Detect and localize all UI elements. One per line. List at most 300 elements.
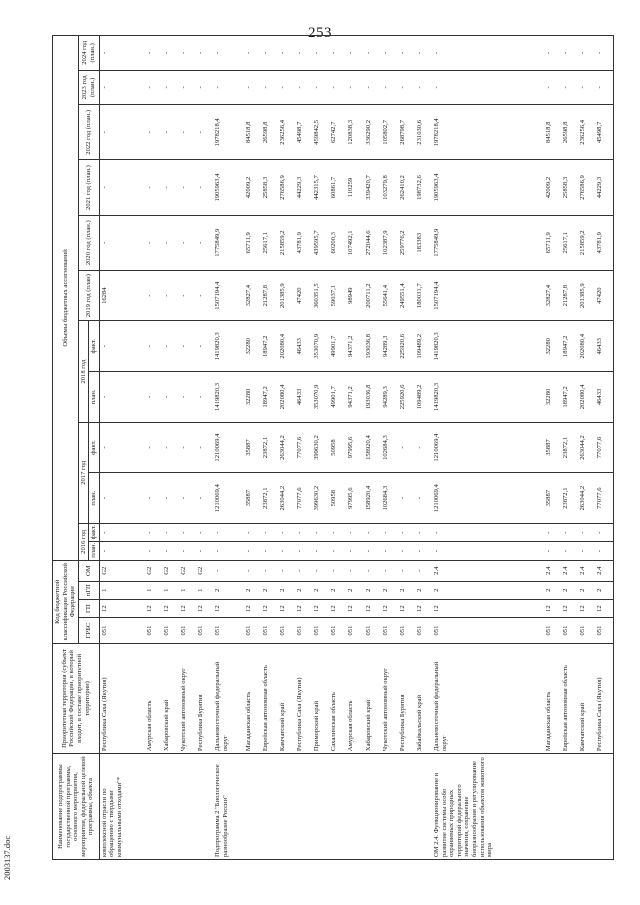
cell-f16: - bbox=[329, 523, 346, 541]
cell-p17: 77077,6 bbox=[295, 473, 312, 524]
cell-pgp: 2 bbox=[561, 581, 578, 599]
cell-v20: - bbox=[196, 215, 213, 270]
cell-territory: Дальневосточный федеральный округ bbox=[432, 643, 544, 753]
cell-v24: - bbox=[213, 36, 244, 71]
cell-v19: 201385,9 bbox=[578, 270, 595, 321]
cell-f17: 158920,4 bbox=[364, 422, 381, 473]
cell-om: 2.4 bbox=[561, 560, 578, 581]
cell-p18: - bbox=[99, 372, 144, 423]
cell-name bbox=[398, 754, 415, 860]
cell-p17: 263044,2 bbox=[578, 473, 595, 524]
header-2018-plan: план. bbox=[89, 372, 100, 423]
cell-v23: - bbox=[544, 70, 561, 105]
cell-gp: 12 bbox=[278, 599, 295, 617]
header-2024: 2024 год (план.) bbox=[78, 36, 99, 71]
cell-f16: - bbox=[162, 523, 179, 541]
cell-grbs: 051 bbox=[381, 618, 398, 643]
cell-v21: 42009,2 bbox=[244, 160, 261, 215]
cell-f18: 202080,4 bbox=[578, 321, 595, 372]
cell-f17: 35887 bbox=[544, 422, 561, 473]
cell-v23: - bbox=[312, 70, 329, 105]
table-row bbox=[578, 36, 595, 860]
cell-pgp: 2 bbox=[595, 581, 613, 599]
table-row bbox=[244, 36, 261, 860]
cell-v20: 107492,1 bbox=[346, 215, 363, 270]
cell-p18: 32280 bbox=[244, 372, 261, 423]
cell-v20: 259776,2 bbox=[398, 215, 415, 270]
cell-v24: - bbox=[329, 36, 346, 71]
cell-pgp: 2 bbox=[312, 581, 329, 599]
cell-grbs: 051 bbox=[364, 618, 381, 643]
cell-p17: - bbox=[179, 473, 196, 524]
cell-v21: 262410,2 bbox=[398, 160, 415, 215]
cell-f16: - bbox=[295, 523, 312, 541]
cell-gp: 12 bbox=[398, 599, 415, 617]
cell-f18: 109489,2 bbox=[415, 321, 432, 372]
cell-name bbox=[179, 754, 196, 860]
cell-f16: - bbox=[278, 523, 295, 541]
header-2016: 2016 год bbox=[78, 523, 89, 560]
cell-v19: 47420 bbox=[595, 270, 613, 321]
header-territory: Приоритетная территория (субъект Российской Федерации, в который входит, в составе приоритетной территории) bbox=[53, 643, 100, 753]
table-row bbox=[196, 36, 213, 860]
cell-p16: - bbox=[99, 542, 144, 560]
cell-v23: - bbox=[278, 70, 295, 105]
cell-f18: - bbox=[196, 321, 213, 372]
cell-f18: - bbox=[162, 321, 179, 372]
header-2017-plan: план. bbox=[89, 473, 100, 524]
cell-p18: 1419820,3 bbox=[213, 372, 244, 423]
cell-v19: - bbox=[145, 270, 162, 321]
cell-v19: 55641,4 bbox=[381, 270, 398, 321]
cell-f18: 18947,2 bbox=[561, 321, 578, 372]
cell-f16: - bbox=[415, 523, 432, 541]
cell-v23: - bbox=[261, 70, 278, 105]
cell-gp: 12 bbox=[196, 599, 213, 617]
cell-pgp: 1 bbox=[162, 581, 179, 599]
cell-v24: - bbox=[595, 36, 613, 71]
table-row bbox=[364, 36, 381, 860]
cell-gp: 12 bbox=[213, 599, 244, 617]
cell-v21: 60861,7 bbox=[329, 160, 346, 215]
cell-territory: Республика Бурятия bbox=[196, 643, 213, 753]
cell-p18: 18947,2 bbox=[261, 372, 278, 423]
cell-grbs: 051 bbox=[99, 618, 144, 643]
cell-v21: 103279,8 bbox=[381, 160, 398, 215]
cell-pgp: 2 bbox=[213, 581, 244, 599]
cell-v24: - bbox=[179, 36, 196, 71]
cell-v21: 276586,9 bbox=[278, 160, 295, 215]
table-row bbox=[213, 36, 244, 860]
cell-om: - bbox=[278, 560, 295, 581]
cell-v19: 16284 bbox=[99, 270, 144, 321]
cell-v24: - bbox=[364, 36, 381, 71]
cell-name bbox=[595, 754, 613, 860]
cell-name bbox=[415, 754, 432, 860]
cell-f18: 225920,6 bbox=[398, 321, 415, 372]
cell-v22: 26598,8 bbox=[561, 105, 578, 160]
header-2023: 2023 год (план.) bbox=[78, 70, 99, 105]
cell-pgp: 1 bbox=[179, 581, 196, 599]
cell-v22: 336290,2 bbox=[364, 105, 381, 160]
cell-grbs: 051 bbox=[295, 618, 312, 643]
cell-v22: 1978218,4 bbox=[213, 105, 244, 160]
cell-grbs: 051 bbox=[346, 618, 363, 643]
cell-v23: - bbox=[162, 70, 179, 105]
cell-v23: - bbox=[295, 70, 312, 105]
cell-p16: - bbox=[364, 542, 381, 560]
table-row bbox=[261, 36, 278, 860]
cell-grbs: 051 bbox=[578, 618, 595, 643]
cell-om: - bbox=[244, 560, 261, 581]
cell-f16: - bbox=[99, 523, 144, 541]
cell-om: - bbox=[364, 560, 381, 581]
cell-f17: - bbox=[196, 422, 213, 473]
cell-pgp: 2 bbox=[346, 581, 363, 599]
cell-om: 2.4 bbox=[432, 560, 544, 581]
cell-om: - bbox=[295, 560, 312, 581]
cell-f16: - bbox=[346, 523, 363, 541]
cell-f16: - bbox=[213, 523, 244, 541]
cell-p18: 94371,2 bbox=[346, 372, 363, 423]
cell-p18: 225920,6 bbox=[398, 372, 415, 423]
cell-territory: Республика Саха (Якутия) bbox=[595, 643, 613, 753]
cell-v20: - bbox=[145, 215, 162, 270]
cell-territory: Чукотский автономный округ bbox=[179, 643, 196, 753]
cell-p18: 46433 bbox=[295, 372, 312, 423]
cell-territory: Хабаровский край bbox=[162, 643, 179, 753]
cell-v24: - bbox=[244, 36, 261, 71]
cell-v24: - bbox=[381, 36, 398, 71]
cell-v19: 201385,9 bbox=[278, 270, 295, 321]
cell-om: - bbox=[329, 560, 346, 581]
cell-v23: - bbox=[364, 70, 381, 105]
cell-v19: 32827,4 bbox=[544, 270, 561, 321]
cell-territory: Сахалинская область bbox=[329, 643, 346, 753]
cell-v22: 26598,8 bbox=[261, 105, 278, 160]
cell-f16: - bbox=[364, 523, 381, 541]
cell-pgp: 1 bbox=[196, 581, 213, 599]
cell-f18: 193036,8 bbox=[364, 321, 381, 372]
header-grbs: ГРБС bbox=[78, 618, 99, 643]
table-row bbox=[99, 36, 144, 860]
cell-v21: - bbox=[99, 160, 144, 215]
cell-v20: 25617,1 bbox=[561, 215, 578, 270]
cell-name: Подпрограмма 2 "Биологическое разнообразие России" bbox=[213, 754, 244, 860]
cell-f18: - bbox=[179, 321, 196, 372]
cell-grbs: 051 bbox=[561, 618, 578, 643]
cell-v21: 442315,7 bbox=[312, 160, 329, 215]
cell-om: - bbox=[312, 560, 329, 581]
document-filename: 2003137.doc bbox=[2, 835, 12, 880]
cell-v22: 45498,7 bbox=[295, 105, 312, 160]
cell-v21: 44229,3 bbox=[595, 160, 613, 215]
cell-v19: 1507194,4 bbox=[213, 270, 244, 321]
cell-f18: 18947,2 bbox=[261, 321, 278, 372]
cell-v21: 25858,3 bbox=[261, 160, 278, 215]
cell-f18: 202080,4 bbox=[278, 321, 295, 372]
table-row bbox=[179, 36, 196, 860]
cell-p16: - bbox=[381, 542, 398, 560]
cell-grbs: 051 bbox=[179, 618, 196, 643]
cell-gp: 12 bbox=[244, 599, 261, 617]
cell-p16: - bbox=[561, 542, 578, 560]
cell-p18: - bbox=[145, 372, 162, 423]
header-2016-fact: факт. bbox=[89, 523, 100, 541]
cell-p18: 49901,7 bbox=[329, 372, 346, 423]
cell-p17: 35887 bbox=[544, 473, 561, 524]
cell-p16: - bbox=[145, 542, 162, 560]
cell-v22: 236256,4 bbox=[578, 105, 595, 160]
cell-v21: - bbox=[145, 160, 162, 215]
cell-f18: 353070,9 bbox=[312, 321, 329, 372]
cell-name bbox=[346, 754, 363, 860]
cell-p16: - bbox=[346, 542, 363, 560]
cell-v23: - bbox=[415, 70, 432, 105]
cell-v23: - bbox=[99, 70, 144, 105]
cell-f17: 23872,1 bbox=[261, 422, 278, 473]
cell-grbs: 051 bbox=[278, 618, 295, 643]
cell-p17: - bbox=[145, 473, 162, 524]
cell-om: - bbox=[213, 560, 244, 581]
cell-p16: - bbox=[179, 542, 196, 560]
cell-p16: - bbox=[213, 542, 244, 560]
cell-v21: 1905963,4 bbox=[213, 160, 244, 215]
cell-om: - bbox=[398, 560, 415, 581]
cell-v22: 84518,8 bbox=[244, 105, 261, 160]
cell-territory: Чукотский автономный округ bbox=[381, 643, 398, 753]
cell-pgp: 1 bbox=[99, 581, 144, 599]
cell-v21: 1905963,4 bbox=[432, 160, 544, 215]
cell-p16: - bbox=[398, 542, 415, 560]
page-number: 253 bbox=[308, 25, 332, 41]
cell-om: - bbox=[261, 560, 278, 581]
header-volumes-group: Объемы бюджетных ассигнований bbox=[53, 36, 79, 561]
cell-v24: - bbox=[561, 36, 578, 71]
cell-gp: 12 bbox=[99, 599, 144, 617]
cell-v19: 98949 bbox=[346, 270, 363, 321]
cell-f17: 97995,6 bbox=[346, 422, 363, 473]
cell-f16: - bbox=[432, 523, 544, 541]
cell-v19: - bbox=[179, 270, 196, 321]
cell-v23: - bbox=[179, 70, 196, 105]
cell-f17: 77077,6 bbox=[595, 422, 613, 473]
cell-p18: 18947,2 bbox=[561, 372, 578, 423]
cell-p16: - bbox=[415, 542, 432, 560]
header-pgp: пГП bbox=[78, 581, 99, 599]
cell-v24: - bbox=[278, 36, 295, 71]
cell-gp: 12 bbox=[329, 599, 346, 617]
cell-grbs: 051 bbox=[398, 618, 415, 643]
cell-v24: - bbox=[145, 36, 162, 71]
cell-om: 2.4 bbox=[544, 560, 561, 581]
cell-v19: 47420 bbox=[295, 270, 312, 321]
cell-v23: - bbox=[213, 70, 244, 105]
table-row bbox=[295, 36, 312, 860]
cell-v24: - bbox=[261, 36, 278, 71]
cell-p17: 50958 bbox=[329, 473, 346, 524]
cell-p16: - bbox=[261, 542, 278, 560]
cell-v20: 1775849,9 bbox=[213, 215, 244, 270]
cell-v20: 43781,9 bbox=[295, 215, 312, 270]
cell-p17: - bbox=[162, 473, 179, 524]
cell-v24: - bbox=[312, 36, 329, 71]
cell-name: ОМ 2.4. Функционирование и развитие системы особо охраняемых природных территорий федерального значения, сохранение биоразнообразия и регулирование использования объектов животного мира bbox=[432, 754, 544, 860]
cell-f18: 94371,2 bbox=[346, 321, 363, 372]
cell-grbs: 051 bbox=[244, 618, 261, 643]
cell-v24: - bbox=[398, 36, 415, 71]
cell-grbs: 051 bbox=[312, 618, 329, 643]
cell-v20: - bbox=[162, 215, 179, 270]
cell-p17: 399630,2 bbox=[312, 473, 329, 524]
header-2021: 2021 год (план.) bbox=[78, 160, 99, 215]
cell-f16: - bbox=[398, 523, 415, 541]
cell-grbs: 051 bbox=[415, 618, 432, 643]
cell-grbs: 051 bbox=[213, 618, 244, 643]
cell-gp: 12 bbox=[432, 599, 544, 617]
cell-p18: - bbox=[196, 372, 213, 423]
cell-p16: - bbox=[544, 542, 561, 560]
cell-v19: 180031,7 bbox=[415, 270, 432, 321]
cell-v23: - bbox=[196, 70, 213, 105]
cell-pgp: 2 bbox=[244, 581, 261, 599]
cell-f17: 77077,6 bbox=[295, 422, 312, 473]
cell-v23: - bbox=[578, 70, 595, 105]
cell-f18: 32280 bbox=[544, 321, 561, 372]
cell-v24: - bbox=[415, 36, 432, 71]
cell-f18: 94289,3 bbox=[381, 321, 398, 372]
table-body bbox=[99, 36, 613, 860]
header-2020: 2020 год (план.) bbox=[78, 215, 99, 270]
cell-v21: 42009,2 bbox=[544, 160, 561, 215]
cell-om: G2 bbox=[99, 560, 144, 581]
cell-gp: 12 bbox=[346, 599, 363, 617]
cell-p17: 23872,1 bbox=[261, 473, 278, 524]
cell-grbs: 051 bbox=[544, 618, 561, 643]
cell-v20: - bbox=[179, 215, 196, 270]
cell-p18: 32280 bbox=[544, 372, 561, 423]
cell-p16: - bbox=[244, 542, 261, 560]
header-2017-fact: факт. bbox=[89, 422, 100, 473]
cell-v23: - bbox=[145, 70, 162, 105]
cell-territory: Хабаровский край bbox=[364, 643, 381, 753]
header-2018: 2018 год bbox=[78, 321, 89, 422]
cell-p16: - bbox=[329, 542, 346, 560]
header-gp: ГП bbox=[78, 599, 99, 617]
cell-pgp: 2 bbox=[544, 581, 561, 599]
cell-f17: - bbox=[162, 422, 179, 473]
cell-territory: Магаданская область bbox=[244, 643, 261, 753]
cell-v24: - bbox=[196, 36, 213, 71]
cell-om: G2 bbox=[145, 560, 162, 581]
cell-p17: - bbox=[415, 473, 432, 524]
cell-p17: - bbox=[398, 473, 415, 524]
cell-p18: 193036,8 bbox=[364, 372, 381, 423]
cell-v20: 65711,9 bbox=[244, 215, 261, 270]
cell-v21: 110259 bbox=[346, 160, 363, 215]
cell-v21: 276586,9 bbox=[578, 160, 595, 215]
cell-gp: 12 bbox=[162, 599, 179, 617]
cell-gp: 12 bbox=[261, 599, 278, 617]
table-row bbox=[381, 36, 398, 860]
cell-v21: - bbox=[179, 160, 196, 215]
cell-gp: 12 bbox=[561, 599, 578, 617]
cell-f16: - bbox=[145, 523, 162, 541]
cell-v20: 1775849,9 bbox=[432, 215, 544, 270]
cell-territory: Амурская область bbox=[145, 643, 162, 753]
cell-v19: 1507194,4 bbox=[432, 270, 544, 321]
cell-gp: 12 bbox=[145, 599, 162, 617]
cell-name bbox=[162, 754, 179, 860]
cell-v23: - bbox=[329, 70, 346, 105]
cell-v23: - bbox=[398, 70, 415, 105]
cell-f18: - bbox=[99, 321, 144, 372]
cell-name bbox=[295, 754, 312, 860]
cell-v22: 45498,7 bbox=[595, 105, 613, 160]
table-row bbox=[544, 36, 561, 860]
rotated-table-wrapper bbox=[52, 35, 614, 860]
cell-v20: 215859,2 bbox=[578, 215, 595, 270]
cell-v24: - bbox=[432, 36, 544, 71]
cell-p17: - bbox=[99, 473, 144, 524]
cell-f18: 49901,7 bbox=[329, 321, 346, 372]
cell-om: - bbox=[381, 560, 398, 581]
cell-om: G2 bbox=[196, 560, 213, 581]
cell-p17: 77077,6 bbox=[595, 473, 613, 524]
cell-om: G2 bbox=[162, 560, 179, 581]
cell-pgp: 2 bbox=[329, 581, 346, 599]
cell-v19: 32827,4 bbox=[244, 270, 261, 321]
header-code-group: Код бюджетной классификации Российской Федерации bbox=[53, 560, 79, 643]
cell-pgp: 2 bbox=[278, 581, 295, 599]
cell-territory: Приморский край bbox=[312, 643, 329, 753]
cell-v24: - bbox=[578, 36, 595, 71]
cell-v23: - bbox=[244, 70, 261, 105]
cell-gp: 12 bbox=[295, 599, 312, 617]
cell-v24: - bbox=[99, 36, 144, 71]
cell-f16: - bbox=[578, 523, 595, 541]
cell-f17: 102684,3 bbox=[381, 422, 398, 473]
cell-pgp: 2 bbox=[381, 581, 398, 599]
cell-om: G2 bbox=[179, 560, 196, 581]
cell-territory: Забайкальский край bbox=[415, 643, 432, 753]
header-2022: 2022 год (план.) bbox=[78, 105, 99, 160]
cell-f17: 23872,1 bbox=[561, 422, 578, 473]
cell-f18: - bbox=[145, 321, 162, 372]
cell-v23: - bbox=[432, 70, 544, 105]
cell-pgp: 2 bbox=[364, 581, 381, 599]
table-row bbox=[312, 36, 329, 860]
cell-p17: 1210069,4 bbox=[432, 473, 544, 524]
cell-name bbox=[329, 754, 346, 860]
header-2016-plan: план. bbox=[89, 542, 100, 560]
cell-f16: - bbox=[244, 523, 261, 541]
cell-territory: Камчатский край bbox=[578, 643, 595, 753]
table-row bbox=[398, 36, 415, 860]
cell-territory: Дальневосточный федеральный округ bbox=[213, 643, 244, 753]
cell-p17: 97995,6 bbox=[346, 473, 363, 524]
cell-f17: - bbox=[398, 422, 415, 473]
cell-v21: - bbox=[162, 160, 179, 215]
cell-f16: - bbox=[595, 523, 613, 541]
table-row bbox=[329, 36, 346, 860]
header-2018-fact: факт. bbox=[89, 321, 100, 372]
cell-p16: - bbox=[196, 542, 213, 560]
table-row bbox=[162, 36, 179, 860]
cell-v19: 59037,1 bbox=[329, 270, 346, 321]
cell-v22: - bbox=[179, 105, 196, 160]
cell-v21: 25858,3 bbox=[561, 160, 578, 215]
